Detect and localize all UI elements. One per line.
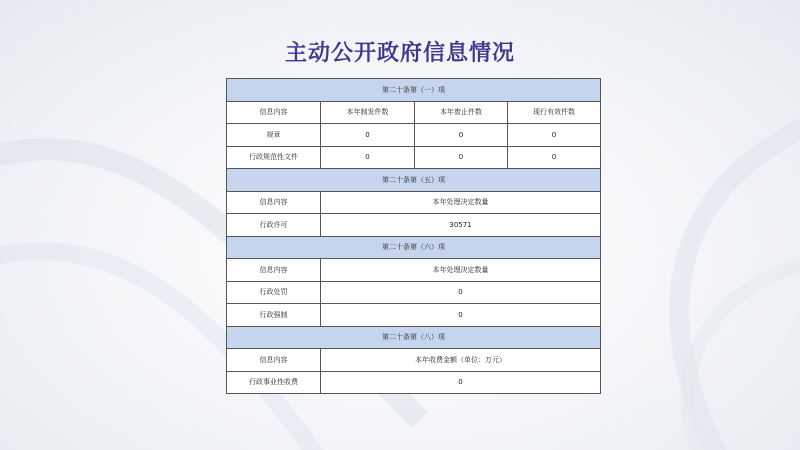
cell-value: 0: [415, 146, 508, 169]
section-header-row: [227, 169, 601, 192]
row-label: 规章: [227, 124, 321, 147]
table-row: [227, 146, 601, 169]
table-header-row: [227, 191, 601, 214]
column-header: 现行有效件数: [508, 101, 601, 124]
section-header: 第二十条第（八）项: [227, 326, 601, 349]
section-header-row: [227, 79, 601, 102]
column-header: 信息内容: [227, 101, 321, 124]
cell-value: 0: [321, 371, 601, 394]
cell-value: 0: [321, 146, 415, 169]
column-header: 本年废止件数: [415, 101, 508, 124]
section-header: 第二十条第（一）项: [227, 79, 601, 102]
table-row: [227, 304, 601, 327]
table-header-row: [227, 349, 601, 372]
row-label: 行政规范性文件: [227, 146, 321, 169]
row-label: 行政事业性收费: [227, 371, 321, 394]
section-header: 第二十条第（五）项: [227, 169, 601, 192]
disclosure-table: [226, 78, 601, 394]
table-row: [227, 281, 601, 304]
cell-value: 0: [321, 124, 415, 147]
cell-value: 30571: [321, 214, 601, 237]
row-label: 行政许可: [227, 214, 321, 237]
section-header: 第二十条第（六）项: [227, 236, 601, 259]
table-row: [227, 371, 601, 394]
column-header: 本年收费金额（单位：万元）: [321, 349, 601, 372]
column-header: 信息内容: [227, 259, 321, 282]
section-header-row: [227, 236, 601, 259]
cell-value: 0: [415, 124, 508, 147]
column-header: 信息内容: [227, 349, 321, 372]
cell-value: 0: [508, 124, 601, 147]
column-header: 本年处理决定数量: [321, 259, 601, 282]
column-header: 信息内容: [227, 191, 321, 214]
page-title: 主动公开政府信息情况: [284, 41, 515, 66]
table-header-row: [227, 259, 601, 282]
cell-value: 0: [508, 146, 601, 169]
cell-value: 0: [321, 281, 601, 304]
table-row: [227, 214, 601, 237]
table-row: [227, 124, 601, 147]
row-label: 行政强制: [227, 304, 321, 327]
table-header-row: [227, 101, 601, 124]
cell-value: 0: [321, 304, 601, 327]
row-label: 行政处罚: [227, 281, 321, 304]
column-header: 本年制发件数: [321, 101, 415, 124]
section-header-row: [227, 326, 601, 349]
column-header: 本年处理决定数量: [321, 191, 601, 214]
